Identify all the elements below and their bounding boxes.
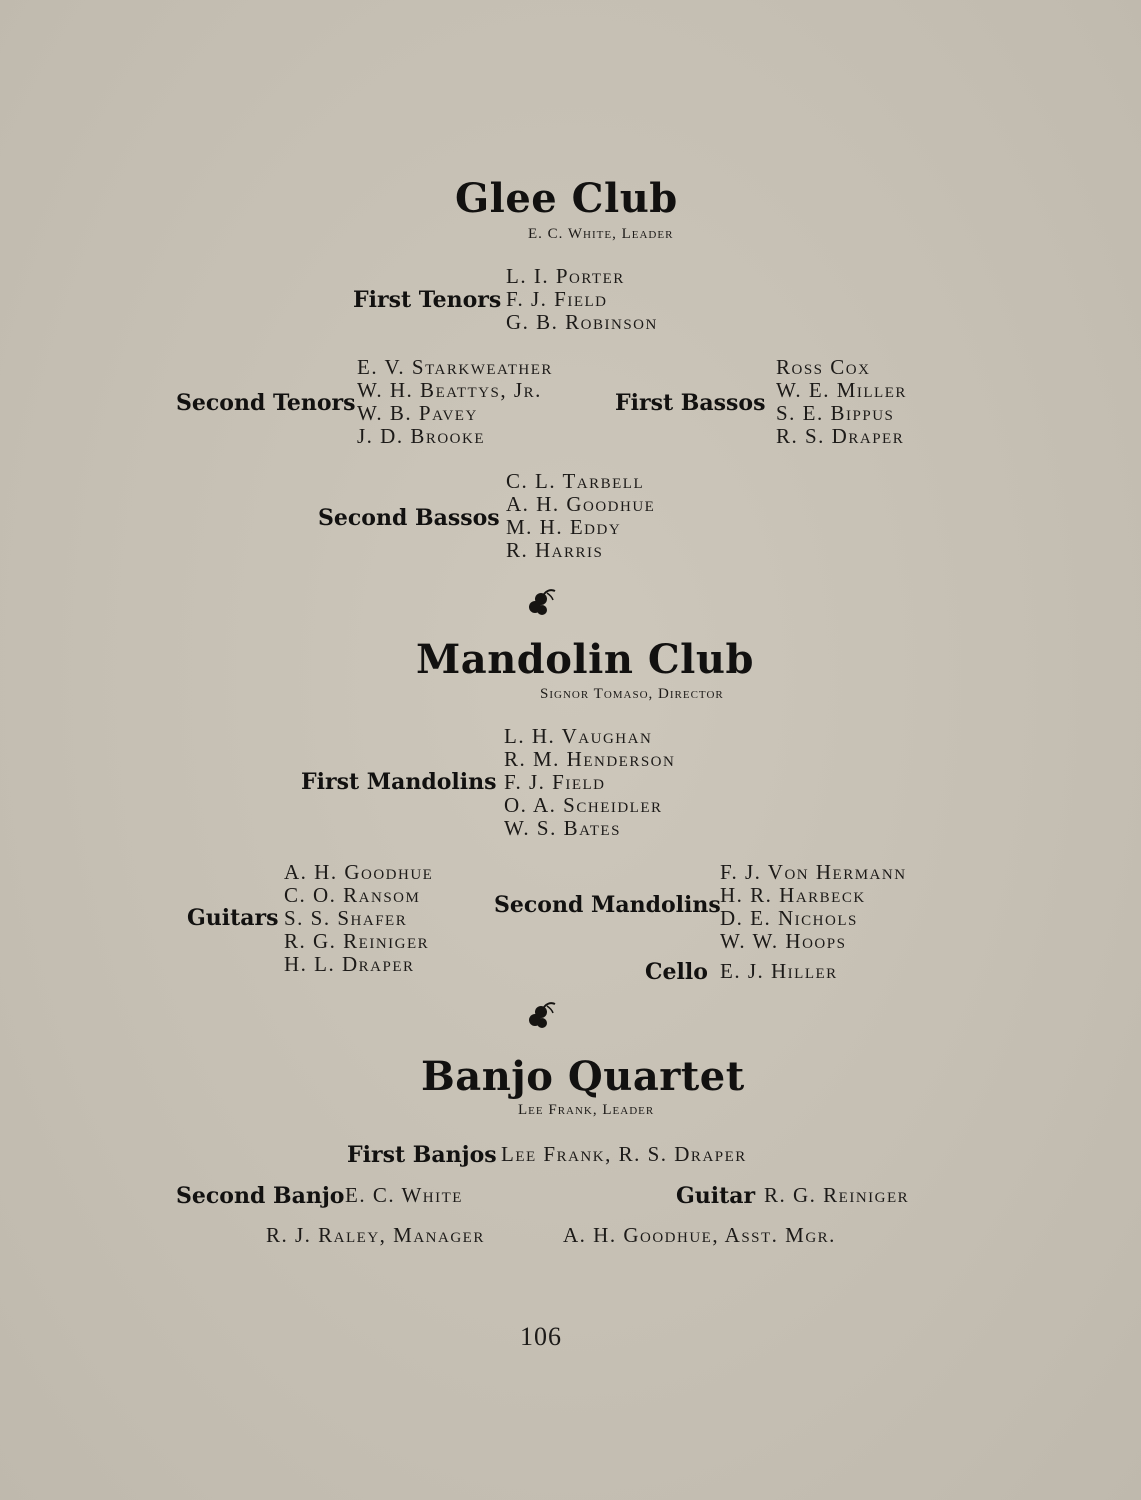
- second-tenors-names: [357, 356, 553, 448]
- list-item: J. D. Brooke: [357, 424, 486, 448]
- list-item: W. B. Pavey: [357, 401, 478, 425]
- list-item: G. B. Robinson: [506, 310, 658, 334]
- glee-club-title: Glee Club: [455, 175, 678, 222]
- cello-name: E. J. Hiller: [720, 959, 838, 983]
- second-banjo-label: Second Banjo: [176, 1183, 345, 1209]
- first-banjos-label: First Banjos: [347, 1142, 497, 1168]
- second-mandolins-names: [720, 861, 907, 953]
- list-item: L. H. Vaughan: [504, 724, 653, 748]
- first-tenors-label: First Tenors: [353, 287, 502, 313]
- list-item: W. S. Bates: [504, 816, 621, 840]
- glee-club-leader: E. C. White, Leader: [528, 226, 674, 242]
- second-mandolins-label: Second Mandolins: [494, 892, 721, 918]
- list-item: F. J. Von Hermann: [720, 860, 907, 884]
- guitar-name: R. G. Reiniger: [764, 1183, 910, 1207]
- list-item: R. G. Reiniger: [284, 929, 430, 953]
- first-tenors-names: [506, 265, 658, 334]
- list-item: C. L. Tarbell: [506, 469, 645, 493]
- banjo-quartet-title: Banjo Quartet: [421, 1053, 745, 1100]
- list-item: W. W. Hoops: [720, 929, 847, 953]
- second-banjo-name: E. C. White: [345, 1183, 463, 1207]
- assistant-manager-line: A. H. Goodhue, Asst. Mgr.: [563, 1223, 836, 1247]
- first-bassos-label: First Bassos: [615, 390, 766, 416]
- manager-line: R. J. Raley, Manager: [266, 1223, 485, 1247]
- first-mandolins-label: First Mandolins: [301, 769, 497, 795]
- mandolin-club-director: Signor Tomaso, Director: [540, 686, 724, 702]
- list-item: H. L. Draper: [284, 952, 415, 976]
- guitars-label: Guitars: [187, 905, 279, 931]
- list-item: R. S. Draper: [776, 424, 905, 448]
- cello-label: Cello: [645, 959, 708, 985]
- list-item: A. H. Goodhue: [506, 492, 656, 516]
- first-mandolins-names: [504, 725, 675, 840]
- second-tenors-label: Second Tenors: [176, 390, 356, 416]
- banjo-quartet-leader: Lee Frank, Leader: [518, 1102, 655, 1118]
- first-bassos-names: [776, 356, 907, 448]
- list-item: S. E. Bippus: [776, 401, 895, 425]
- list-item: O. A. Scheidler: [504, 793, 663, 817]
- list-item: F. J. Field: [506, 287, 608, 311]
- list-item: W. E. Miller: [776, 378, 907, 402]
- second-bassos-label: Second Bassos: [318, 505, 500, 531]
- mandolin-club-title: Mandolin Club: [416, 636, 754, 683]
- list-item: W. H. Beattys, Jr.: [357, 378, 542, 402]
- list-item: F. J. Field: [504, 770, 606, 794]
- list-item: D. E. Nichols: [720, 906, 858, 930]
- list-item: A. H. Goodhue: [284, 860, 434, 884]
- list-item: E. V. Starkweather: [357, 355, 553, 379]
- leaf-ornament-icon: [525, 998, 559, 1032]
- guitar-label: Guitar: [676, 1183, 756, 1209]
- guitars-names: [284, 861, 433, 976]
- leaf-ornament-icon: [525, 585, 559, 619]
- list-item: L. I. Porter: [506, 264, 625, 288]
- list-item: Ross Cox: [776, 355, 871, 379]
- list-item: R. Harris: [506, 538, 604, 562]
- first-banjos-names: Lee Frank, R. S. Draper: [501, 1142, 747, 1166]
- second-bassos-names: [506, 470, 655, 562]
- page-number: 106: [520, 1322, 562, 1351]
- list-item: M. H. Eddy: [506, 515, 622, 539]
- list-item: R. M. Henderson: [504, 747, 676, 771]
- list-item: H. R. Harbeck: [720, 883, 866, 907]
- list-item: C. O. Ransom: [284, 883, 421, 907]
- list-item: S. S. Shafer: [284, 906, 408, 930]
